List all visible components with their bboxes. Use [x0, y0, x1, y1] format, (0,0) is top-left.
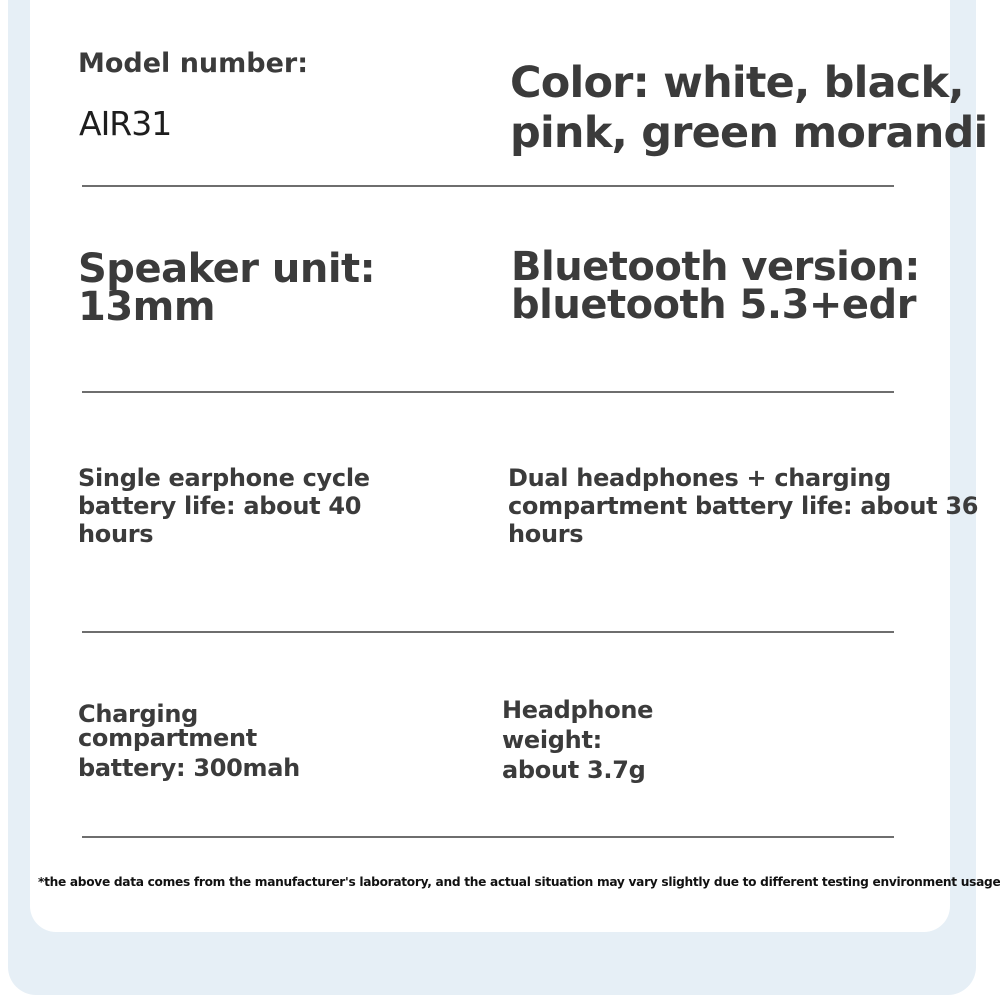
bluetooth-line-1: Bluetooth version: [511, 244, 920, 290]
footnote: *the above data comes from the manufacturer's laboratory, and the actual situation may vary slightly due to different testing environment usage [38, 875, 1000, 889]
dual-battery-line-1: Dual headphones + charging [508, 464, 891, 492]
model-number-value: AIR31 [79, 104, 172, 143]
single-battery-spec [78, 464, 370, 548]
single-battery-line-2: battery life: about 40 [78, 492, 362, 520]
speaker-line-1: Speaker unit: [78, 246, 376, 292]
weight-line-2: weight: [502, 726, 602, 754]
bluetooth-spec [511, 244, 920, 328]
speaker-unit-spec [78, 246, 376, 330]
case-battery-line-1: Charging [78, 700, 199, 728]
case-battery-line-2: compartment [78, 724, 257, 752]
single-battery-line-1: Single earphone cycle [78, 464, 370, 492]
divider [82, 631, 894, 633]
divider [82, 185, 894, 187]
bluetooth-line-2: bluetooth 5.3+edr [511, 282, 916, 328]
case-battery-spec [78, 700, 300, 782]
divider [82, 836, 894, 838]
color-line-1: Color: white, black, [510, 58, 964, 108]
weight-line-1: Headphone [502, 696, 654, 724]
weight-spec [502, 695, 653, 785]
color-line-2: pink, green morandi [510, 108, 988, 158]
case-battery-line-3: battery: 300mah [78, 754, 300, 782]
divider [82, 391, 894, 393]
dual-battery-line-3: hours [508, 520, 584, 548]
model-number-label: Model number: [78, 48, 309, 79]
dual-battery-line-2: compartment battery life: about 36 [508, 492, 979, 520]
speaker-line-2: 13mm [78, 284, 216, 330]
dual-battery-spec [508, 464, 978, 548]
color-spec [510, 58, 987, 158]
weight-line-3: about 3.7g [502, 756, 646, 784]
single-battery-line-3: hours [78, 520, 154, 548]
